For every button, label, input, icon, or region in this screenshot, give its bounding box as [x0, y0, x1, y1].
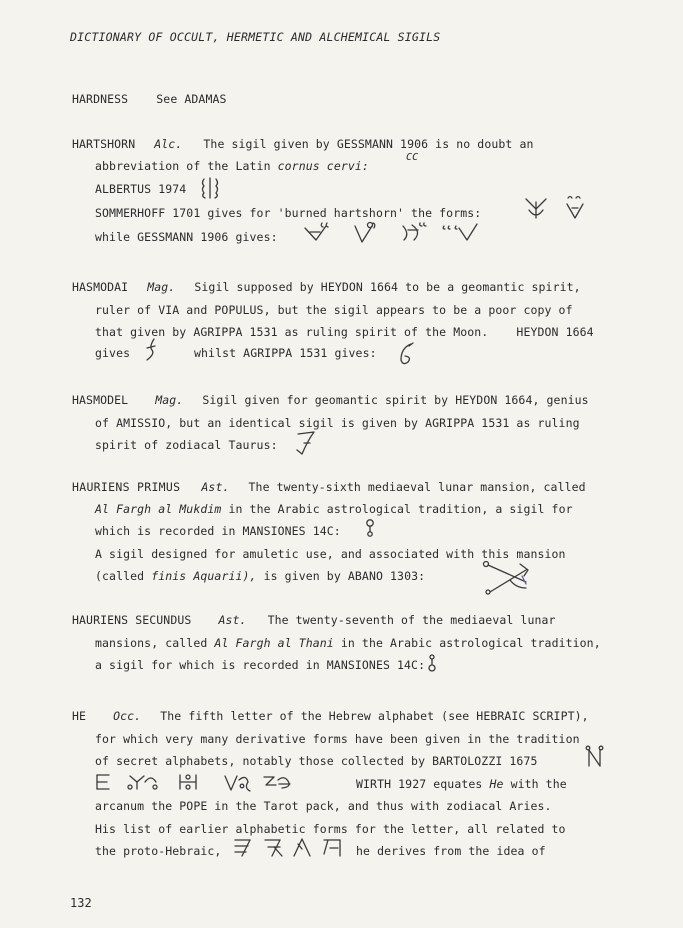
mansion-26-sigil-icon [364, 518, 376, 538]
he-text-4a: WIRTH 1927 equates [356, 777, 483, 791]
proto-hebraic-form-2-icon [262, 836, 286, 858]
entry-hauriens-secundus-line2 [95, 636, 601, 650]
hauriens-secundus-text-1: The twenty-seventh of the mediaeval lunar [267, 613, 556, 627]
headword-hauriens-primus: HAURIENS PRIMUS [72, 480, 181, 494]
headword-hasmodai: HASMODAI [72, 280, 129, 294]
latin-finis-aquarii: finis Aquarii), [151, 569, 257, 583]
entry-he-line6: His list of earlier alphabetic forms for the letter, all related to [95, 822, 566, 836]
arabic-name-thani: Al Fargh al Thani [214, 636, 334, 650]
hauriens-primus-text-5c: is given by ABANO 1303: [263, 569, 426, 583]
entry-hasmodel-line1 [72, 393, 589, 407]
mansion-27-sigil-icon [426, 653, 438, 673]
headword-he: HE [72, 709, 87, 723]
he-text-4c: with the [510, 777, 567, 791]
sigil-cc-label: CC [406, 152, 419, 163]
entry-hartshorn-line3: ALBERTUS 1974 [95, 182, 187, 196]
headword-hasmodel: HASMODEL [72, 393, 129, 407]
entry-hardness [72, 92, 227, 106]
hauriens-primus-text-1: The twenty-sixth mediaeval lunar mansion, called [248, 480, 586, 494]
entry-he-line7a: the proto-Hebraic, [95, 844, 222, 858]
page-number: 132 [70, 896, 92, 910]
running-header: DICTIONARY OF OCCULT, HERMETIC AND ALCHEMICAL SIGILS [70, 30, 441, 44]
entry-hartshorn-line2 [95, 159, 369, 173]
entry-hauriens-primus-line5 [95, 569, 425, 583]
alphabet-form-3-icon [175, 772, 203, 792]
entry-hartshorn-line5: while GESSMANN 1906 gives: [95, 230, 278, 244]
hasmodai-text-1: Sigil supposed by HEYDON 1664 to be a geomantic spirit, [194, 280, 581, 294]
entry-hauriens-secundus-line3: a sigil for which is recorded in MANSIONES 14C: [95, 658, 426, 672]
taurus-spirit-sigil-icon [294, 430, 318, 458]
entry-hauriens-primus-line3: which is recorded in MANSIONES 14C: [95, 524, 341, 538]
entry-he-line2: for which very many derivative forms have been given in the tradition [95, 732, 580, 746]
category-mag: Mag. [147, 280, 176, 294]
entry-he-line5: arcanum the POPE in the Tarot pack, and thus with zodiacal Aries. [95, 799, 552, 813]
latin-term: cornus cervi: [277, 159, 369, 173]
he-italic: He [489, 777, 504, 791]
agrippa-moon-sigil-icon [395, 342, 417, 368]
hauriens-primus-text-5a: (called [95, 569, 145, 583]
headword-hartshorn: HARTSHORN [72, 137, 136, 151]
arabic-name-mukdim: Al Fargh al Mukdim [95, 502, 222, 516]
heydon-hasmodai-sigil-icon [141, 337, 161, 363]
entry-he-line7b: he derives from the idea of [356, 844, 546, 858]
sommerhoff-sigil-1-icon [523, 196, 549, 220]
entry-hauriens-secundus-line1 [72, 613, 556, 627]
category-ast: Ast. [201, 480, 230, 494]
entry-he-line1 [72, 709, 589, 723]
entry-hasmodel-line3: spirit of zodiacal Taurus: [95, 438, 278, 452]
entry-hasmodai-line3: that given by AGRIPPA 1531 as ruling spirit of the Moon. HEYDON 1664 [95, 325, 594, 339]
he-text-1: The fifth letter of the Hebrew alphabet (see HEBRAIC SCRIPT), [160, 709, 589, 723]
entry-hauriens-primus-line4: A sigil designed for amuletic use, and associated with this mansion [95, 547, 566, 561]
hauriens-secundus-text-2c: in the Arabic astrological tradition, [340, 636, 601, 650]
hartshorn-text-2: abbreviation of the Latin [95, 159, 271, 173]
albertus-sigil-icon [199, 177, 223, 199]
entry-hartshorn-line1 [72, 137, 534, 151]
entry-hauriens-primus-line1 [72, 480, 586, 494]
alphabet-form-2-icon [127, 772, 159, 792]
entry-he-line4 [356, 777, 567, 791]
hartshorn-text-1: The sigil given by GESSMANN 1906 is no doubt an [203, 137, 534, 151]
sommerhoff-sigil-2-icon [564, 194, 586, 220]
category-alc: Alc. [154, 137, 183, 151]
entry-he-line3: of secret alphabets, notably those collected by BARTOLOZZI 1675 [95, 754, 538, 768]
gessmann-sigil-1-icon [302, 220, 332, 242]
hauriens-primus-text-2: in the Arabic astrological tradition, a sigil for [228, 502, 573, 516]
entry-hauriens-primus-line2 [95, 502, 573, 516]
bartolozzi-sigil-icon [584, 744, 606, 770]
gessmann-sigil-4-icon [441, 220, 481, 242]
hauriens-secundus-text-2a: mansions, called [95, 636, 208, 650]
entry-hasmodai-line4b: whilst AGRIPPA 1531 gives: [194, 346, 377, 360]
gessmann-sigil-2-icon [352, 220, 378, 244]
category-ast-2: Ast. [218, 613, 247, 627]
entry-hasmodai-line1 [72, 280, 581, 294]
category-occ: Occ. [113, 709, 142, 723]
hasmodel-text-1: Sigil given for geomantic spirit by HEYDON 1664, genius [202, 393, 589, 407]
entry-hardness-text: HARDNESS See ADAMAS [72, 92, 227, 106]
abano-amulet-sigil-icon [480, 558, 536, 596]
entry-hasmodai-line4a: gives [95, 346, 131, 360]
alphabet-form-4-icon [222, 772, 252, 794]
alphabet-form-1-icon [93, 772, 113, 792]
headword-hauriens-secundus: HAURIENS SECUNDUS [72, 613, 192, 627]
gessmann-sigil-3-icon [400, 220, 430, 242]
alphabet-form-5-icon [262, 772, 294, 792]
proto-hebraic-form-3-icon [290, 836, 314, 858]
entry-hartshorn-line4: SOMMERHOFF 1701 gives for 'burned hartshorn' the forms: [95, 206, 482, 220]
entry-hasmodel-line2: of AMISSIO, but an identical sigil is given by AGRIPPA 1531 as ruling [95, 416, 580, 430]
category-mag-2: Mag. [155, 393, 184, 407]
entry-hasmodai-line2: ruler of VIA and POPULUS, but the sigil appears to be a poor copy of [95, 303, 573, 317]
proto-hebraic-form-1-icon [232, 836, 256, 858]
proto-hebraic-form-4-icon [320, 836, 344, 858]
